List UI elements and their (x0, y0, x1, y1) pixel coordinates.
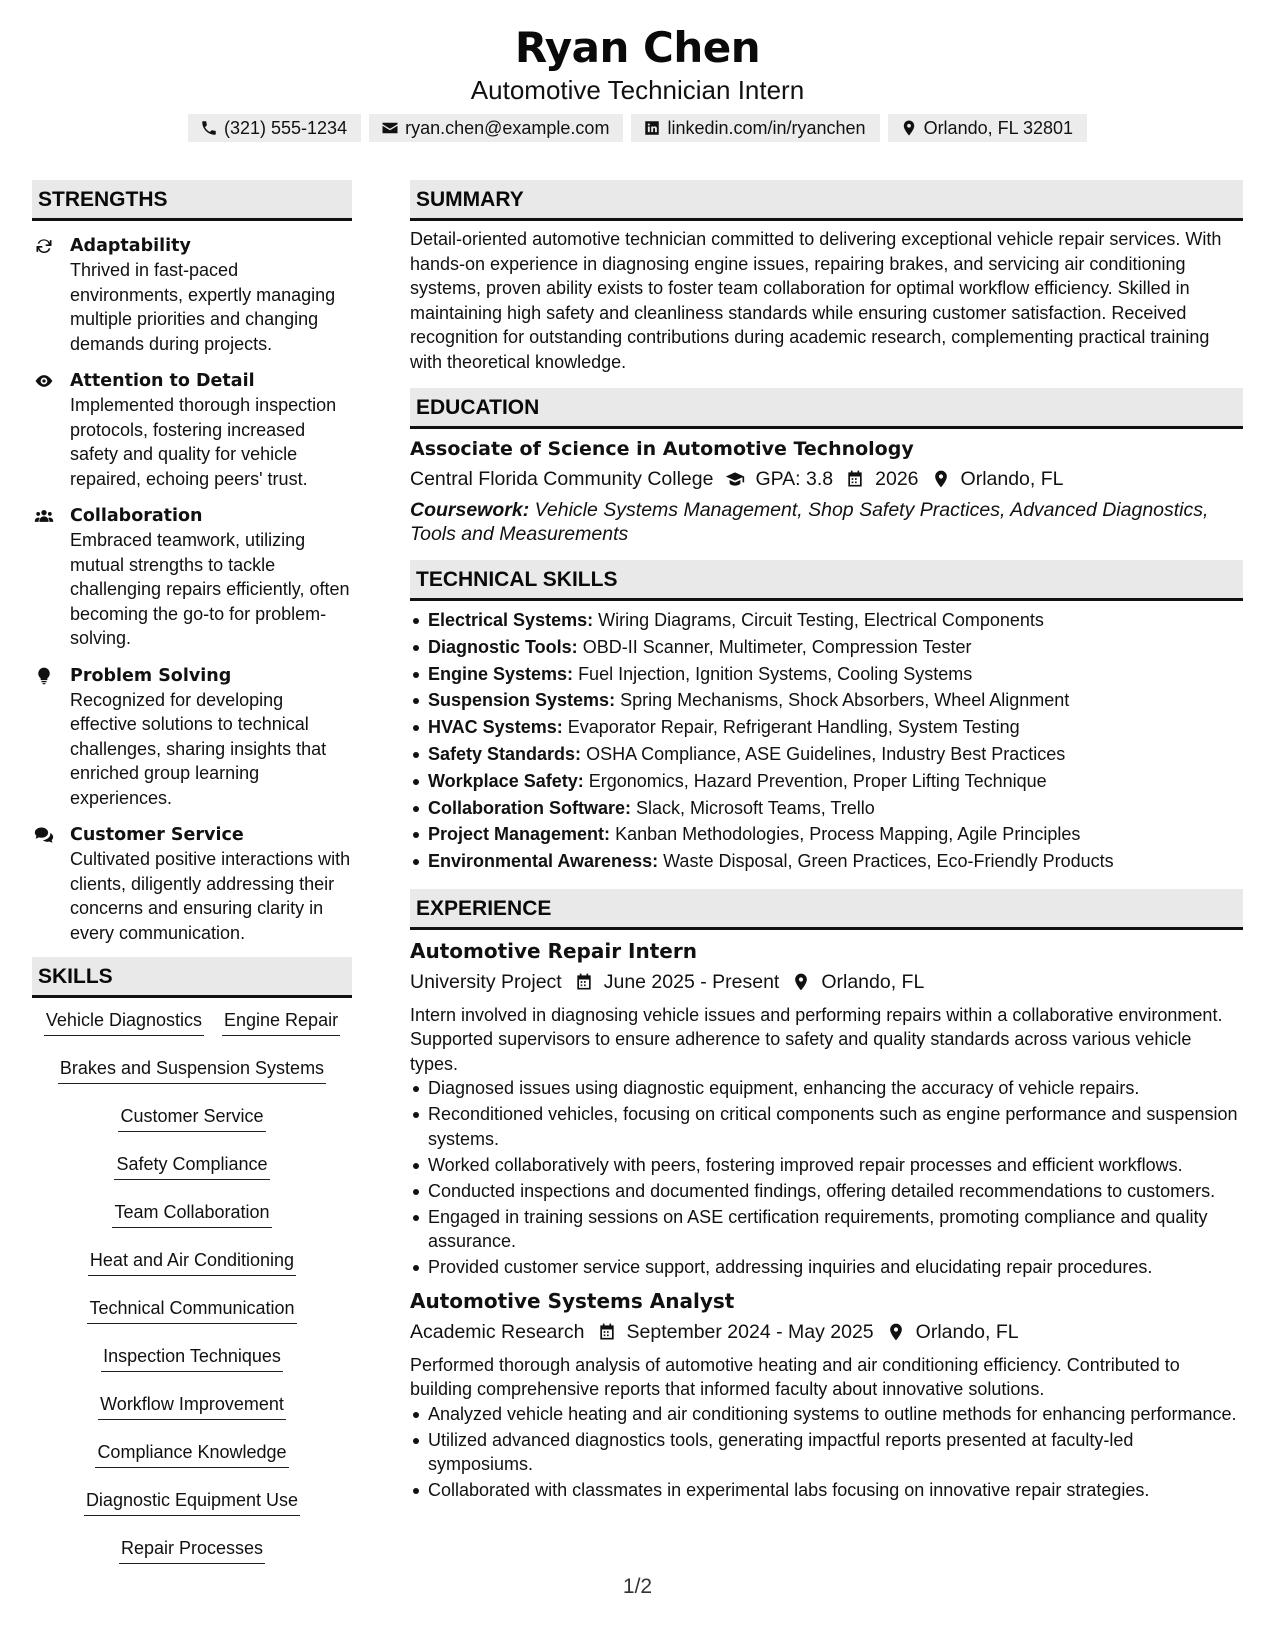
job-title: Automotive Repair Intern (410, 938, 697, 963)
map-pin-icon (791, 972, 811, 992)
strengths-heading: STRENGTHS (32, 180, 352, 221)
job-entry (410, 1288, 1243, 1503)
resume-header (0, 0, 1275, 142)
skill-label: Safety Standards: (428, 743, 582, 764)
strength-item (32, 664, 352, 811)
skill-label: Project Management: (428, 824, 611, 845)
job-title: Automotive Systems Analyst (410, 1288, 735, 1313)
lightbulb-icon (34, 666, 54, 686)
page-indicator: 1/2 (622, 1575, 653, 1598)
skill-value: OSHA Compliance, ASE Guidelines, Industry Best Practices (586, 743, 1066, 764)
skill-chip: Customer Service (118, 1100, 265, 1132)
sync-icon (34, 236, 54, 256)
list-item (410, 741, 1243, 768)
skill-label: Electrical Systems: (428, 610, 594, 630)
skill-chip: Vehicle Diagnostics (44, 1004, 204, 1036)
job-location: Orlando, FL (821, 970, 925, 993)
list-item (410, 795, 1243, 822)
gpa: GPA: 3.8 (755, 468, 834, 490)
job-org: University Project (410, 970, 562, 993)
contact-phone[interactable] (188, 114, 361, 142)
linkedin-icon (643, 119, 661, 137)
comments-icon (34, 825, 54, 845)
contact-linkedin-text: linkedin.com/in/ryanchen (667, 118, 866, 138)
job-bullets (410, 1402, 1243, 1503)
skill-chip: Repair Processes (119, 1532, 265, 1564)
list-item: Provided customer service support, addressing inquiries and elucidating repair procedures. (410, 1255, 1243, 1280)
strength-text: Recognized for developing effective solutions to technical challenges, sharing insights that enriched group learning experiences. (70, 689, 327, 808)
skill-chip: Safety Compliance (114, 1148, 269, 1180)
calendar-icon (574, 972, 594, 992)
contact-email[interactable] (369, 114, 623, 142)
school-name: Central Florida Community College (410, 468, 714, 490)
education-heading: EDUCATION (410, 388, 1243, 429)
job-meta (410, 1317, 1243, 1347)
skill-chip: Diagnostic Equipment Use (84, 1484, 300, 1516)
skill-chip: Technical Communication (87, 1292, 296, 1324)
degree-title: Associate of Science in Automotive Technology (410, 438, 914, 460)
strength-item (32, 823, 352, 945)
list-item: Worked collaboratively with peers, fostering improved repair processes and efficient workflows. (410, 1153, 1243, 1178)
skill-value: Evaporator Repair, Refrigerant Handling, System Testing (567, 717, 1020, 738)
coursework-label: Coursework: (410, 499, 530, 521)
graduation-cap-icon (725, 469, 745, 489)
skill-value: OBD-II Scanner, Multimeter, Compression Tester (582, 636, 972, 657)
list-item (410, 821, 1243, 848)
list-item (410, 687, 1243, 714)
left-column (32, 180, 352, 1580)
job-dates: September 2024 - May 2025 (626, 1320, 874, 1343)
skill-chip: Workflow Improvement (98, 1388, 286, 1420)
users-icon (34, 506, 54, 526)
list-item: Conducted inspections and documented findings, offering detailed recommendations to customers. (410, 1179, 1243, 1204)
strength-text: Cultivated positive interactions with clients, diligently addressing their concerns and ensuring clarity in every communication. (70, 849, 351, 943)
job-bullets (410, 1076, 1243, 1280)
list-item: Diagnosed issues using diagnostic equipment, enhancing the accuracy of vehicle repairs. (410, 1076, 1243, 1101)
job-meta (410, 967, 1243, 997)
contact-email-text: ryan.chen@example.com (405, 118, 610, 138)
skill-chip: Heat and Air Conditioning (88, 1244, 296, 1276)
list-item (410, 607, 1243, 634)
list-item (410, 848, 1243, 875)
skill-label: Suspension Systems: (428, 690, 616, 711)
skill-chip: Engine Repair (222, 1004, 340, 1036)
list-item: Collaborated with classmates in experimental labs focusing on innovative repair strategies. (410, 1478, 1243, 1503)
list-item: Engaged in training sessions on ASE certification requirements, promoting compliance and quality assurance. (410, 1205, 1243, 1254)
skill-label: Collaboration Software: (428, 797, 632, 818)
contact-location (888, 114, 1087, 142)
list-item (410, 714, 1243, 741)
right-column (410, 180, 1243, 1504)
calendar-icon (597, 1322, 617, 1342)
summary-heading: SUMMARY (410, 180, 1243, 221)
job-description: Intern involved in diagnosing vehicle issues and performing repairs within a collaborative environment. Supported supervisors to ensure adherence to safety and quality standards across various vehicle types. (410, 1004, 1223, 1074)
strength-item (32, 234, 352, 356)
list-item: Analyzed vehicle heating and air conditioning systems to outline methods for enhancing performance. (410, 1402, 1243, 1427)
strength-text: Implemented thorough inspection protocols, fostering increased safety and quality for vehicle repaired, echoing peers' trust. (70, 395, 337, 489)
strength-title: Problem Solving (70, 665, 232, 686)
strength-text: Thrived in fast-paced environments, expertly managing multiple priorities and changing demands during projects. (70, 260, 336, 354)
candidate-name: Ryan Chen (514, 23, 761, 72)
job-org: Academic Research (410, 1320, 585, 1343)
job-entry (410, 938, 1243, 1280)
list-item (410, 634, 1243, 661)
contact-linkedin[interactable] (631, 114, 879, 142)
education-meta (410, 464, 1243, 494)
school-location: Orlando, FL (960, 468, 1064, 490)
skill-chip: Team Collaboration (112, 1196, 271, 1228)
contact-phone-text: (321) 555-1234 (223, 118, 348, 138)
contact-location-text: Orlando, FL 32801 (923, 118, 1073, 138)
strengths-list (32, 234, 352, 957)
skill-chip: Brakes and Suspension Systems (58, 1052, 326, 1084)
coursework (410, 498, 1243, 560)
summary-text: Detail-oriented automotive technician committed to delivering exceptional vehicle repair services. With hands-on experience in diagnosing engine issues, repairing brakes, and servicing air conditioning systems, proven ability exists to foster team collaboration for optimal workflow efficiency. Skilled in maintaining high safety and cleanliness standards while ensuring customer satisfaction. Received recognition for outstanding contributions during academic research, complementing practical training with theoretical knowledge. (410, 229, 1222, 372)
strength-title: Collaboration (70, 506, 203, 526)
skill-value: Spring Mechanisms, Shock Absorbers, Wheel Alignment (620, 690, 1070, 711)
skill-value: Wiring Diagrams, Circuit Testing, Electrical Components (598, 610, 1044, 630)
skill-value: Fuel Injection, Ignition Systems, Cooling Systems (578, 663, 973, 684)
map-pin-icon (900, 119, 918, 137)
skill-value: Slack, Microsoft Teams, Trello (636, 797, 875, 818)
strength-item (32, 369, 352, 491)
strength-title: Adaptability (70, 236, 191, 256)
phone-icon (200, 119, 218, 137)
skill-chip: Inspection Techniques (101, 1340, 283, 1372)
coursework-list: Vehicle Systems Management, Shop Safety Practices, Advanced Diagnostics, Tools and Measurements (410, 499, 1209, 545)
contact-bar (0, 114, 1275, 142)
skill-label: Workplace Safety: (428, 770, 584, 791)
strength-item (32, 504, 352, 651)
list-item (410, 768, 1243, 795)
graduation-year: 2026 (875, 468, 919, 490)
skill-chip: Compliance Knowledge (95, 1436, 288, 1468)
map-pin-icon (886, 1322, 906, 1342)
experience-heading: EXPERIENCE (410, 889, 1243, 930)
skill-label: Environmental Awareness: (428, 851, 659, 872)
skill-value: Kanban Methodologies, Process Mapping, Agile Principles (615, 824, 1081, 845)
skill-value: Ergonomics, Hazard Prevention, Proper Lifting Technique (588, 770, 1047, 791)
envelope-icon (381, 119, 399, 137)
job-location: Orlando, FL (915, 1320, 1019, 1343)
calendar-icon (845, 469, 865, 489)
job-dates: June 2025 - Present (603, 970, 780, 993)
list-item: Reconditioned vehicles, focusing on critical components such as engine performance and suspension systems. (410, 1102, 1243, 1151)
map-pin-icon (931, 469, 951, 489)
strength-text: Embraced teamwork, utilizing mutual strengths to tackle challenging repairs efficiently, often becoming the go-to for problem-solving. (70, 530, 350, 648)
strength-title: Attention to Detail (70, 371, 255, 391)
list-item (410, 661, 1243, 688)
list-item: Utilized advanced diagnostics tools, generating impactful reports presented at faculty-led symposiums. (410, 1428, 1243, 1477)
skills-cloud (32, 1004, 352, 1580)
strength-title: Customer Service (70, 825, 244, 845)
eye-icon (34, 371, 54, 391)
skill-label: HVAC Systems: (428, 717, 563, 738)
candidate-title: Automotive Technician Intern (470, 75, 805, 105)
skill-label: Diagnostic Tools: (428, 636, 578, 657)
technical-skills-heading: TECHNICAL SKILLS (410, 560, 1243, 601)
job-description: Performed thorough analysis of automotive heating and air conditioning efficiency. Contributed to building comprehensive reports that informed faculty about innovative solutions. (410, 1354, 1180, 1400)
skill-label: Engine Systems: (428, 663, 574, 684)
technical-skills-list (410, 601, 1243, 889)
skills-heading: SKILLS (32, 957, 352, 998)
skill-value: Waste Disposal, Green Practices, Eco-Friendly Products (663, 851, 1114, 872)
